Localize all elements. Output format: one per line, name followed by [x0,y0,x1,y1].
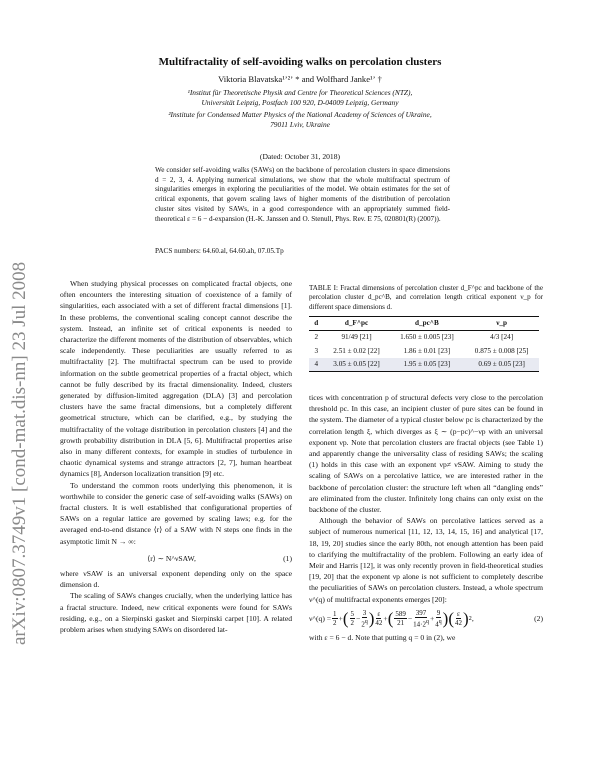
equation-number: (1) [283,553,292,563]
author-list: Viktoria Blavatska¹ʼ²ʼ * and Wolfhard Janke¹ʼ † [218,74,382,84]
dated-line: (Dated: October 31, 2018) [259,152,341,161]
table-cell: 2 [314,333,319,342]
affiliation-line: ²Institute for Condensed Matter Physics of the National Academy of Sciences of Ukraine, [168,110,432,119]
paper-title: Multifractality of self-avoiding walks on percolation clusters [158,56,442,68]
table-header: d [314,319,319,328]
paragraph: When studying physical processes on complicated fractal objects, one often encounters the interesting situation of coexistence of a family of singularities, each associated with a set of different fractal dimensions [1]. In these problems, the conventional scaling concept cannot describe the system. Instead, an infinite set of critical exponents is needed to characterize the different moments of the distribution of observables, which scale independently. These peculiarities are usually referred to as multifractality [2]. The multifractal spectrum can be used to provide information on the subtle geometrical properties of a fractal object, which cannot be fully described by its fractal dimensionality. Indeed, clusters generated by diffusion-limited aggregation (DLA) [3] and percolation clusters have the same fractal dimensions, but a completely different geometrical structure, which can be clarified, e.g., by studying the multifractality of the voltage distribution in percolation clusters [4] and the growth probability distribution in DLA [5, 6]. Multifractal properties arise also in many different contexts, for example in studies of turbulence in chaotic dynamical systems and strange attractors [2, 7], human heartbeat dynamics [8], Anderson localization transition [9] etc. [60,279,292,479]
arxiv-stamp [6,230,32,650]
left-column [60,278,292,635]
affiliation-line: ¹Institut für Theoretische Physik and Centre for Theoretical Sciences (NTZ), [187,88,413,97]
table-cell: 1.86 ± 0.01 [23] [403,346,451,355]
arxiv-stamp-text: arXiv:0807.3749v1 [cond-mat.dis-nn] 23 Jul 2008 [9,261,30,645]
equation-2: ν^(q) = $\frac{1}{2}$ + ( $\frac{5}{2}$ − $\frac{3}{2^q}$ ) $\frac{\varepsilon}{42}$ + ( $\frac{589}{21}$ − $\frac{397}{14\cdot 2^q}$ + $\frac{9}{4^q}$ ) ( $\frac{\varepsilon}{42}$ ) 2 , (2) [309,608,543,629]
table-cell: 2.51 ± 0.02 [22] [333,346,380,355]
equation-lhs: ν^(q) = [309,613,332,623]
table-header: d_pc^B [415,319,439,328]
table-header: ν_p [496,319,508,328]
table-caption: TABLE I: Fractal dimensions of percolation cluster d_F^pc and backbone of the percolation cluster d_pc^B, and correlation length critical exponent ν_p for different space dimensions d. [309,284,543,311]
equation-number: (2) [534,613,543,623]
affiliation-line: Universität Leipzig, Postfach 100 920, D-04009 Leipzig, Germany [201,98,399,107]
equation-body: ⟨r⟩ ∼ N^νSAW, [147,553,196,563]
table-row [309,345,539,358]
paragraph: tices with concentration p of structural defects very close to the percolation threshold pc. In this case, an incipient cluster of pure sites can be found in the system. The diameter of a typical cluster below pc is characterized by the correlation length ξ, which diverges as ξ ∼ (p−pc)^−νp with an universal exponent νp. Note that percolation clusters are fractal objects (see Table 1) and apparently change the universality class of residing SAWs; the scaling (1) holds in this case with an exponent νp≠ νSAW. Aiming to study the scaling of SAWs on a percolative lattice, we are interested rather in the backbone of percolation cluster: the structure left when all “dangling ends” are eliminated from the cluster. Infinitely long chains can only exist on the backbone of the cluster. [309,393,543,515]
table-cell: 1.95 ± 0.05 [23] [403,359,451,368]
paragraph: Although the behavior of SAWs on percolative lattices served as a subject of numerous numerical [11, 12, 13, 14, 15, 16] and analytical [17, 18, 19, 20] studies since the early 80th, not enough attention has been paid to clarifying the multifractality of the problem. Following an early idea of Meir and Harris [12], it was only recently proven in field-theoretical studies [19, 20] that the exponent νp alone is not sufficient to completely describe the peculiarities of SAWs on percolation clusters. Instead, a whole spectrum ν^(q) of multifractal exponents emerges [20]: [309,516,543,604]
table-row [309,358,539,372]
table-cell: 3.05 ± 0.05 [22] [333,359,380,368]
table-cell: 4/3 [24] [490,333,514,342]
table-cell: 91/49 [21] [341,333,372,342]
abstract: We consider self-avoiding walks (SAWs) on the backbone of percolation clusters in space dimensions d = 2, 3, 4. Applying numerical simulations, we show that the whole multifractal spectrum of singularities emerges in exploring the peculiarities of the model. We obtain estimates for the set of critical exponents, that govern scaling laws of higher moments of the distribution of percolation cluster sites visited by SAWs, in a good correspondence with an appropriately summed field-theoretical ε = 6 − d-expansion (H.-K. Janssen and O. Stenull, Phys. Rev. E 75, 020801(R) (2007)). [155,166,450,223]
table-header: d_F^pc [344,319,369,328]
paragraph: where νSAW is an universal exponent depending only on the space dimension d. [60,569,292,590]
affiliation-line: 79011 Lviv, Ukraine [270,120,330,129]
paragraph: with ε = 6 − d. Note that putting q = 0 in (2), we [309,633,456,643]
table-header-row [309,317,539,331]
paragraph: The scaling of SAWs changes crucially, when the underlying lattice has a fractal structure. Indeed, new critical exponents were found for SAWs residing, e.g., on a Sierpinski gasket and Sierpinski carpet [10]. A related problem arises when studying SAWs on disordered lat- [60,591,292,635]
right-column [309,284,543,643]
table-cell: 0.875 ± 0.008 [25] [474,346,529,355]
table-cell: 4 [314,359,319,368]
equation-1 [60,553,292,564]
table-cell: 0.69 ± 0.05 [23] [478,359,525,368]
pacs-numbers: PACS numbers: 64.60.al, 64.60.ah, 07.05.Tp [155,247,284,255]
paragraph: To understand the common roots underlying this phenomenon, it is worthwhile to consider the generic case of self-avoiding walks (SAWs) on fractal clusters. It is well established that configurational properties of SAWs on a regular lattice are governed by scaling laws; e.g. for the averaged end-to-end distance ⟨r⟩ of a SAW with N steps one finds in the asymptotic limit N → ∞: [60,480,292,546]
table-row [309,331,539,345]
fractal-dimensions-table [309,316,539,372]
table-cell: 3 [314,346,319,355]
table-cell: 1.650 ± 0.005 [23] [400,333,454,342]
